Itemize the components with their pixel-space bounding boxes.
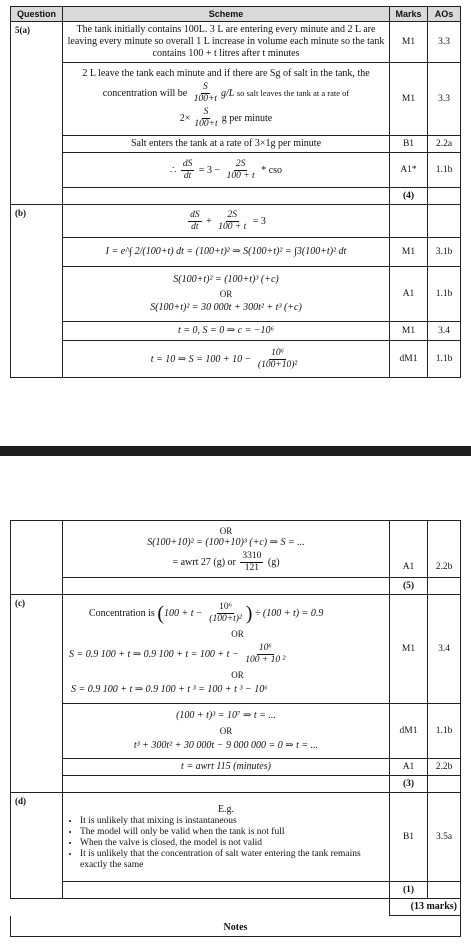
bullet-item: • It is unlikely that the concentration of salt water entering the tank remains exactly the same: [80, 849, 386, 871]
ao-c1: 3.4: [428, 595, 461, 704]
total-a: (4): [390, 188, 428, 205]
table-row: [11, 899, 461, 916]
scheme-text: t = 10 ⇒ S = 100 + 10 −: [150, 353, 252, 365]
mark-b5: A1: [390, 521, 428, 578]
table-row: [11, 267, 461, 322]
scheme-blank: [63, 578, 390, 595]
or-label: OR: [231, 629, 244, 639]
ao-b5: 2.2b: [428, 521, 461, 578]
or-label: OR: [219, 289, 233, 299]
scheme-line: S(100+t)² = (100+t)³ (+c): [173, 274, 279, 285]
scheme-d-comments: [63, 793, 390, 882]
mark-scheme-table-top: [10, 6, 461, 378]
fraction: $\frac{\text{10⁶}}{\text{(100+10)²}}$: [257, 347, 298, 370]
scheme-text: concentration will be: [102, 87, 188, 99]
table-row: [11, 916, 461, 937]
question-label-5a: 5(a): [11, 22, 63, 205]
table-row: [11, 188, 461, 205]
fraction: $\frac{\text{10⁶}}{\text{100 + 10 ²}}$: [245, 643, 286, 665]
mark-scheme-bottom: [10, 520, 461, 937]
ao-blank: [428, 776, 461, 793]
scheme-text: E.g.: [217, 803, 235, 815]
ao-d1: 3.5a: [428, 793, 461, 882]
mark-b4: dM1: [390, 341, 428, 378]
table-row: [11, 578, 461, 595]
scheme-line: S(100+t)² = 30 000t + 300t² + t³ (+c): [150, 302, 302, 313]
fraction: $\frac{2S}{100 + t}$: [218, 209, 247, 232]
table-row: [11, 595, 461, 704]
question-label-c: (c): [11, 595, 63, 793]
ao-b1: 3.1b: [428, 238, 461, 267]
scheme-b-constant: t = 0, S = 0 ⇒ c = −10⁶: [63, 322, 390, 341]
question-label-blank: [11, 521, 63, 595]
total-d: (1): [390, 882, 428, 899]
fraction: $\frac{S}{100+t}$: [194, 107, 218, 129]
table-row: [11, 882, 461, 899]
header-question: Question: [11, 7, 63, 22]
total-c: (3): [390, 776, 428, 793]
scheme-text: so salt leaves the tank at a rate of: [236, 87, 350, 98]
mark-b3: M1: [390, 322, 428, 341]
ao-b4: 1.1b: [428, 341, 461, 378]
mark-a4: A1*: [390, 153, 428, 188]
ao-blank: [428, 882, 461, 899]
page-gap: [0, 456, 471, 520]
scheme-blank: [63, 776, 390, 793]
scheme-b-integrating-factor: I = e^∫ 2/(100+t) dt = (100+t)² ⇒ S(100+t)² = ∫3(100+t)² dt: [63, 238, 390, 267]
total-b: (5): [390, 578, 428, 595]
ao-c2: 1.1b: [428, 704, 461, 759]
scheme-line: S = 0.9 100 + t ⇒ 0.9 100 + t ³ = 100 + t ³ − 10⁶: [71, 684, 268, 695]
ao-blank: [428, 578, 461, 595]
table-row: [11, 63, 461, 136]
mark-a2: M1: [390, 63, 428, 136]
scheme-text: Concentration is: [89, 607, 155, 619]
scheme-b-de: [63, 205, 390, 238]
scheme-text: = awrt 27 (g) or: [172, 556, 236, 568]
mark-b2: A1: [390, 267, 428, 322]
mark-a3: B1: [390, 136, 428, 153]
header-marks: Marks: [390, 7, 428, 22]
scheme-a-inflow: Salt enters the tank at a rate of 3×1g per minute: [63, 136, 390, 153]
mark-c3: A1: [390, 759, 428, 776]
table-row: [11, 776, 461, 793]
ao-blank: [428, 205, 461, 238]
notes-heading: Notes: [11, 916, 461, 937]
scheme-a-blank: [63, 188, 390, 205]
mark-a1: M1: [390, 22, 428, 63]
scheme-text: +: [206, 215, 212, 227]
table-row: [11, 759, 461, 776]
scheme-c-solve: [63, 704, 390, 759]
mark-b1: M1: [390, 238, 428, 267]
table-row: [11, 153, 461, 188]
scheme-text: = 3 −: [198, 164, 221, 176]
table-row: [11, 136, 461, 153]
scheme-a-de: [63, 153, 390, 188]
or-label: OR: [219, 525, 233, 536]
fraction: $\frac{2S}{100 + t}$: [226, 158, 255, 181]
ao-a4: 1.1b: [428, 153, 461, 188]
scheme-c-concentration: Concentration is (100 + t − $\frac{\text{10⁶}}{\text{(100+t)²}}$ ) ÷ (100 + t) = 0.9 OR S = 0.9 100 + t ⇒ 0.9 100 + t = 100 + t − $\frac{\text{10⁶}}{\text{100 + 10 ²}}$ OR S = 0.9 100 + t ⇒ 0.9 100 + t ³ = 100 + t ³ − 10⁶: [63, 595, 390, 704]
scheme-text: (g): [267, 556, 280, 568]
bullet-item: • The model will only be valid when the tank is not full: [80, 827, 386, 838]
question-label-d: (d): [11, 793, 63, 899]
bullet-item: • It is unlikely that mixing is instantaneous: [80, 816, 386, 827]
ao-c3: 2.2b: [428, 759, 461, 776]
ao-b2: 1.1b: [428, 267, 461, 322]
scheme-a-volume: The tank initially contains 100L. 3 L are entering every minute and 2 L are leaving every minute so overall 1 L increase in volume each minute so the tank contains 100 + t litres after t minutes: [63, 22, 390, 63]
mark-scheme-table-bottom: [10, 520, 461, 937]
mark-scheme-top: [10, 6, 461, 378]
scheme-text: * cso: [261, 164, 283, 176]
scheme-text: = 3: [252, 215, 266, 227]
scheme-c-answer: t = awrt 115 (minutes): [63, 759, 390, 776]
therefore-symbol: ∴: [169, 164, 177, 176]
header-aos: AOs: [428, 7, 461, 22]
ao-a3: 2.2a: [428, 136, 461, 153]
page-break-band: [0, 446, 471, 456]
scheme-b-cont: [63, 521, 390, 578]
ao-b3: 3.4: [428, 322, 461, 341]
scheme-b-substitute: [63, 341, 390, 378]
grand-total: (13 marks): [390, 899, 461, 916]
scheme-text: 2 L leave the tank each minute and if there are Sg of salt in the tank, the: [82, 68, 370, 79]
bullet-item: • When the valve is closed, the model is not valid: [80, 838, 386, 849]
fraction: $\frac{\text{10⁶}}{\text{(100+t)²}}$: [209, 602, 242, 624]
scheme-b-integrate: [63, 267, 390, 322]
table-row: [11, 341, 461, 378]
header-scheme: Scheme: [63, 7, 390, 22]
grand-total-spacer: [11, 899, 390, 916]
scheme-line: (100 + t)³ = 10⁷ ⇒ t = ...: [176, 710, 276, 721]
scheme-line: S(100+10)² = (100+10)³ (+c) ⇒ S = ...: [147, 536, 305, 548]
scheme-line: t³ + 300t² + 30 000t − 9 000 000 = 0 ⇒ t = ...: [133, 740, 319, 751]
fraction: $\frac{S}{100+t}$: [193, 82, 218, 104]
mark-blank: [390, 205, 428, 238]
question-label-b: (b): [11, 205, 63, 378]
header-row: [11, 7, 461, 22]
fraction: $\frac{3310}{121}$: [242, 550, 262, 573]
table-row: [11, 205, 461, 238]
scheme-text: ÷ (100 + t) = 0.9: [254, 607, 324, 619]
fraction: $\frac{dS}{dt}$: [182, 158, 193, 181]
bullet-list: [66, 816, 386, 871]
mark-c2: dM1: [390, 704, 428, 759]
or-label: OR: [231, 670, 244, 680]
scheme-blank: [63, 882, 390, 899]
ao-blank: [428, 188, 461, 205]
scheme-text: 2×: [179, 112, 191, 124]
table-row: [11, 704, 461, 759]
ao-a2: 3.3: [428, 63, 461, 136]
table-row: [11, 521, 461, 578]
unit: g/L: [221, 87, 235, 99]
table-row: [11, 322, 461, 341]
table-row: [11, 793, 461, 882]
scheme-text: 100 + t −: [164, 607, 203, 619]
fraction: $\frac{dS}{dt}$: [190, 209, 200, 232]
scheme-text: g per minute: [221, 112, 273, 124]
or-label: OR: [219, 726, 233, 736]
scheme-text: S = 0.9 100 + t ⇒ 0.9 100 + t = 100 + t −: [69, 648, 239, 660]
scheme-a-outflow: [63, 63, 390, 136]
mark-c1: M1: [390, 595, 428, 704]
ao-a1: 3.3: [428, 22, 461, 63]
mark-d1: B1: [390, 793, 428, 882]
table-row: [11, 22, 461, 63]
table-row: [11, 238, 461, 267]
